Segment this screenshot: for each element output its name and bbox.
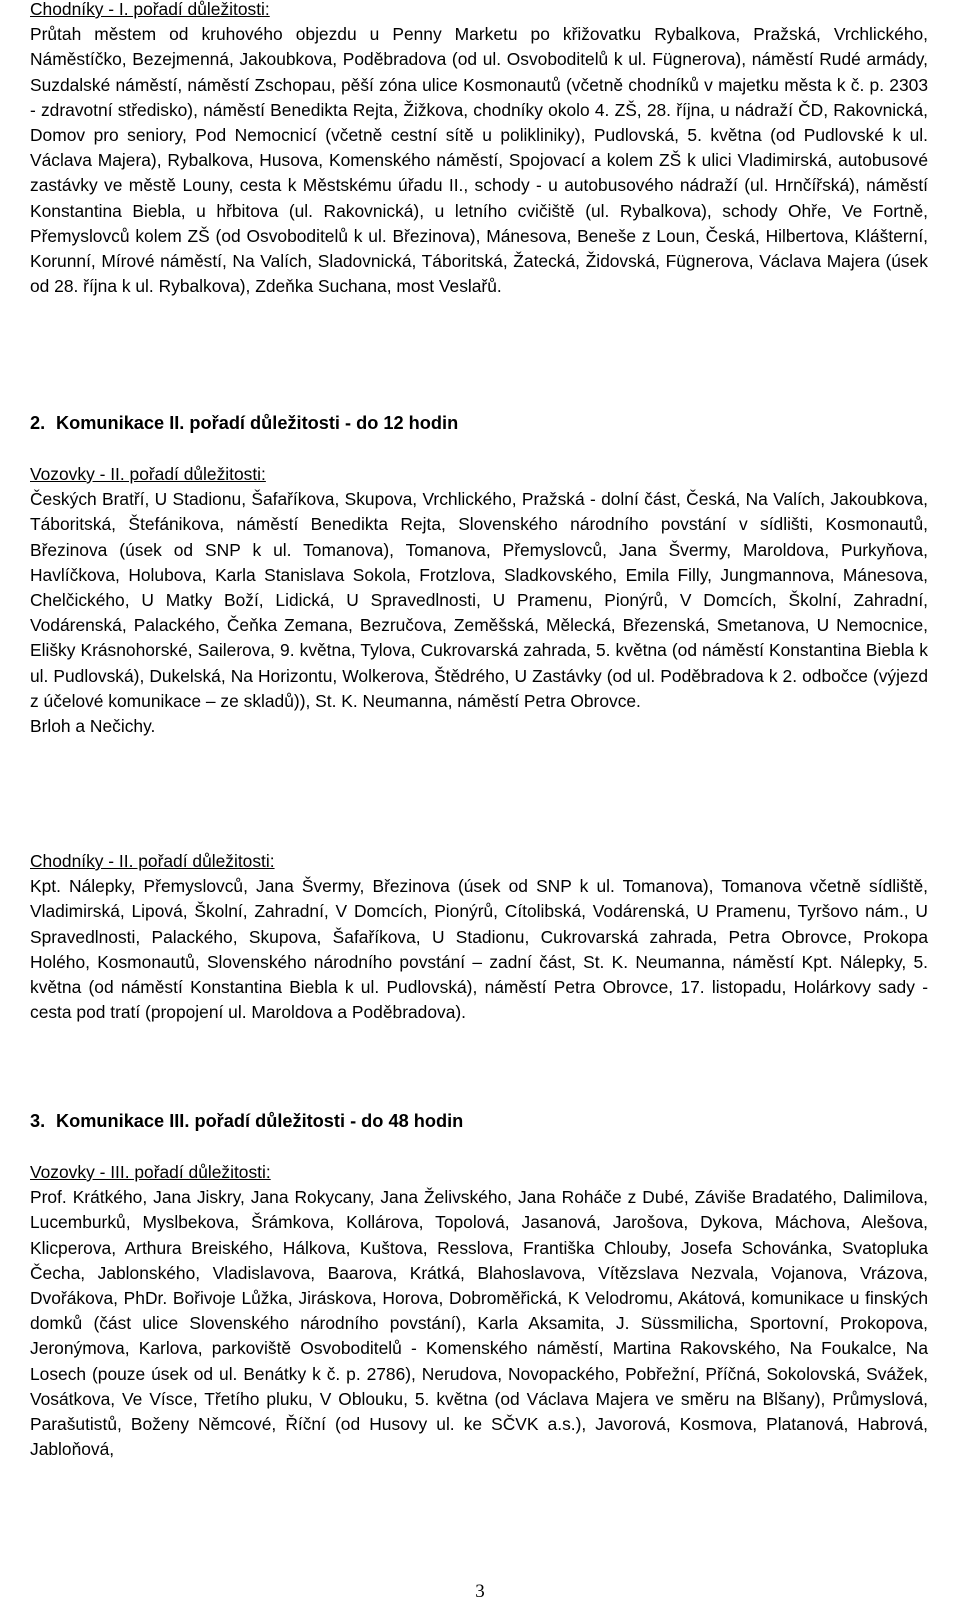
section-sidewalks-2 [30, 849, 928, 1025]
heading-title: Komunikace III. pořadí důležitosti - do 48 hodin [56, 1111, 464, 1131]
roads-2-street-list: Českých Bratří, U Stadionu, Šafaříkova, Skupova, Vrchlického, Pražská - dolní část, Česká, Na Valích, Jakoubkova, Táboritská, Štefánikova, náměstí Benedikta Rejta, Slovenského národního povstání v sídlišti, Kosmonautů, Březinova (úsek od SNP k ul. Tomanova), Tomanova, Přemyslovců, Jana Švermy, Maroldova, Purkyňova, Havlíčkova, Holubova, Karla Stanislava Sokola, Frotzlova, Sladkovského, Emila Filly, Jungmannova, Mánesova, Chelčického, U Matky Boží, Lidická, U Spravedlnosti, U Pramenu, Pionýrů, V Domcích, Školní, Zahradní, Vodárenská, Palackého, Čeňka Zemana, Bezručova, Zeměšská, Mělecká, Březenská, Smetanova, U Nemocnice, Elišky Krásnohorské, Sailerova, 9. května, Tylova, Cukrovarská zahrada, 5. května (od náměstí Konstantina Biebla k ul. Pudlovská), Dukelská, Na Horizontu, Wolkerova, Štědrého, U Zastávky (od ul. Poděbradova k 2. odbočce (výjezd z účelové komunikace – ze skladů)), St. K. Neumanna, náměstí Petra Obrovce. [30, 489, 928, 711]
section-sidewalks-1 [30, 0, 928, 299]
section-roads-2 [30, 462, 928, 739]
roads-3-street-list: Prof. Krátkého, Jana Jiskry, Jana Rokycany, Jana Želivského, Jana Roháče z Dubé, Záviše Bradatého, Dalimilova, Lucemburků, Myslbekova, Šrámkova, Kollárova, Topolová, Jasanová, Jarošova, Dykova, Máchova, Alešova, Klicperova, Arthura Breiského, Hálkova, Kuštova, Resslova, Františka Chlouby, Josefa Schovánka, Svatopluka Čecha, Jablonského, Vladislavova, Baarova, Krátká, Blahoslavova, Vítězslava Nezvala, Vojanova, Vrázova, Dvořákova, PhDr. Bořivoje Lůžka, Jiráskova, Horova, Dobroměřická, K Velodromu, Akátová, komunikace u finských domků (část ulice Slovenského národního povstání), Karla Aksamita, J. Süssmilicha, Sportovní, Prokopova, Jeronýmova, Karlova, parkoviště Osvoboditelů - Komenského náměstí, Martina Rakovského, Na Foukalce, Na Losech (pouze úsek od ul. Benátky k č. p. 2786), Nerudova, Novopackého, Pobřežní, Příčná, Sokolovská, Svážek, Vosátkova, Ve Vísce, Třetího pluku, V Oblouku, 5. května (od Václava Majera ve směru na Blšany), Průmyslová, Parašutistů, Boženy Němcové, Říční (od Husovy ul. ke SČVK a.s.), Javorová, Kosmova, Platanová, Habrová, Jabloňová, [30, 1187, 928, 1460]
section-roads-3 [30, 1160, 928, 1462]
sidewalks-1-street-list: Průtah městem od kruhového objezdu u Penny Marketu po křižovatku Rybalkova, Pražská, Vrchlického, Náměstíčko, Bezejmenná, Jakoubkova, Poděbradova (od ul. Osvoboditelů k ul. Fügnerova), náměstí Rudé armády, Suzdalské náměstí, náměstí Zschopau, pěší zóna ulice Kosmonautů (včetně chodníků v majetku města k č. p. 2303 - zdravotní středisko), náměstí Benedikta Rejta, Žižkova, chodníky okolo 4. ZŠ, 28. října, u nádraží ČD, Rakovnická, Domov pro seniory, Pod Nemocnicí (včetně cestní sítě u polikliniky), Pudlovská, 5. května (od Pudlovské k ul. Václava Majera), Rybalkova, Husova, Komenského náměstí, Spojovací a kolem ZŠ k ulici Vladimirská, autobusové zastávky ve městě Louny, cesta k Městskému úřadu II., schody - u autobusového nádraží (ul. Hrnčířská), náměstí Konstantina Biebla, u hřbitova (ul. Rakovnická), u letního cvičiště (ul. Rybalkova), schody Ohře, Ve Fortně, Přemyslovců kolem ZŠ (od Osvoboditelů k ul. Březinova), Mánesova, Beneše z Loun, Česká, Hilbertova, Klášterní, Korunní, Mírové náměstí, Na Valích, Sladovnická, Táboritská, Žatecká, Židovská, Fügnerova, Václava Majera (úsek od 28. října k ul. Rybalkova), Zdeňka Suchana, most Veslařů. [30, 24, 928, 297]
subheading-roads-2: Vozovky - II. pořadí důležitosti: [30, 464, 266, 484]
heading-number: 3. [30, 1111, 46, 1131]
page-number: 3 [475, 1581, 485, 1602]
roads-2-extra: Brloh a Nečichy. [30, 716, 156, 737]
section-heading-2 [30, 411, 928, 436]
subheading-sidewalks-1: Chodníky - I. pořadí důležitosti: [30, 0, 270, 19]
subheading-sidewalks-2: Chodníky - II. pořadí důležitosti: [30, 851, 275, 871]
section-heading-3 [30, 1109, 928, 1134]
heading-title: Komunikace II. pořadí důležitosti - do 12 hodin [56, 413, 459, 433]
subheading-roads-3: Vozovky - III. pořadí důležitosti: [30, 1162, 271, 1182]
sidewalks-2-street-list: Kpt. Nálepky, Přemyslovců, Jana Švermy, Březinova (úsek od SNP k ul. Tomanova), Tomanova včetně sídliště, Vladimirská, Lipová, Školní, Zahradní, V Domcích, Pionýrů, Cítolibská, Vodárenská, U Pramenu, Tyršovo nám., U Spravedlnosti, Palackého, Skupova, Šafaříkova, U Stadionu, Cukrovarská zahrada, Petra Obrovce, Prokopa Holého, Kosmonautů, Slovenského národního povstání – zadní část, St. K. Neumanna, náměstí Kpt. Nálepky, 5. května (od náměstí Konstantina Biebla k ul. Pudlovská), náměstí Petra Obrovce, 17. listopadu, Holárkovy sady - cesta pod tratí (propojení ul. Maroldova a Poděbradova). [30, 876, 928, 1023]
heading-number: 2. [30, 413, 46, 433]
heading-communications-2 [30, 411, 928, 436]
heading-communications-3 [30, 1109, 928, 1134]
